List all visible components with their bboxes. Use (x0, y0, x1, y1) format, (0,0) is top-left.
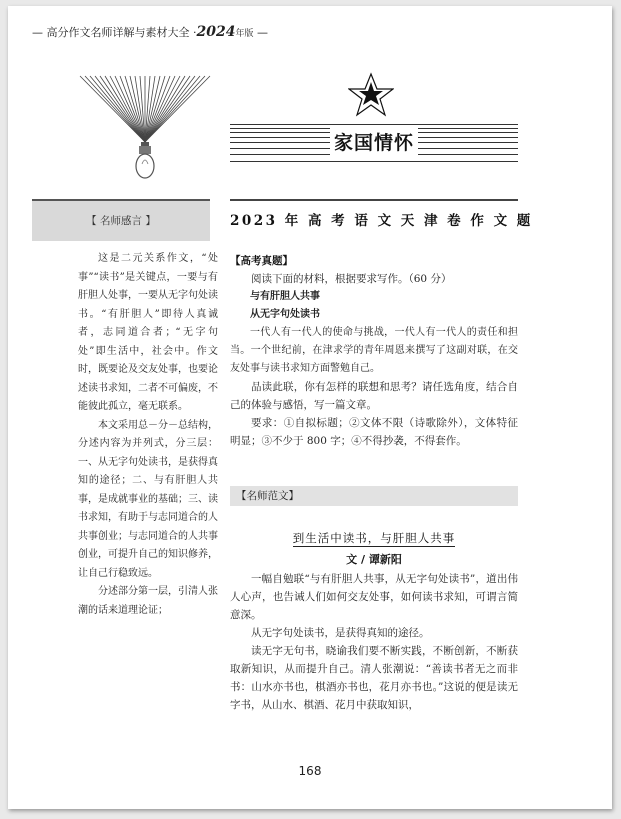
star-emblem (348, 72, 394, 118)
essay-paragraph: 读无字无句书，晓谕我们要不断实践，不断创新，不断获取新知识，从而提升自己。清人张潮说：“善读书者无之而非书：山水亦书也，棋酒亦书也，花月亦书也。”这说的便是读无字书，从山水、棋酒、花月中获取知识， (230, 645, 518, 711)
sidebar-decoration (40, 250, 72, 730)
lamp-rays-illustration (78, 74, 213, 189)
sidebar-paragraph: 分述部分第一层，引清人张潮的话来道理论证； (78, 586, 218, 616)
exam-instruction: 阅读下面的材料，根据要求写作。（60 分） (251, 273, 452, 285)
sidebar-paragraph: 本文采用总－分－总结构，分述内容为并列式，分三层：一、从无字句处读书，是获得真知的途径；二、与有肝胆人共事，是成就事业的基础；三、读书求知，有助于与志同道合的人共事创业；与志同道合的人共事创业，可提升自己的知识修养，让自己行稳致远。 (78, 419, 218, 579)
couplet-line-2: 从无字句处读书 (250, 309, 320, 320)
page-number: 168 (298, 764, 322, 778)
sidebar-paragraph: 这是二元关系作文，“处事”“读书”是关键点，一要与有肝胆人处事，一要从无字句处读书。“有肝胆人”即待人真诚者，志同道合者；“无字句处”即生活中，社会中。作文时，既要论及交友处事，也要论述读书求知，二者不可偏废，不能彼此孤立，毫无联系。 (78, 253, 218, 412)
running-head-dash: — (256, 26, 268, 39)
running-head-edition: 年版 (235, 29, 254, 39)
exam-requirements: 要求：①自拟标题；②文体不限（诗歌除外），文体特征明显；③不少于 800 字；④不得抄袭，不得套作。 (230, 417, 518, 447)
essay-paragraph: 从无字句处读书，是获得真知的途径。 (251, 627, 430, 639)
sidebar-heading: 【 名师感言 】 (32, 199, 210, 241)
essay-body (230, 570, 518, 714)
sidebar-commentary (78, 250, 218, 620)
running-head (32, 24, 268, 40)
couplet-line-1: 与有肝胆人共事 (250, 291, 320, 302)
essay-paragraph: 一幅自勉联“与有肝胆人共事，从无字句处读书”，道出伟人心声，也告诫人们如何交友处事，如何读书求知，可谓言简意深。 (230, 573, 518, 621)
model-essay-label: 【名师范文】 (230, 486, 518, 506)
topic-title: 2023 年 高 考 语 文 天 津 卷 作 文 题 (230, 213, 533, 229)
book-page (8, 6, 612, 809)
exam-material: 一代人有一代人的使命与挑战，一代人有一代人的责任和担当。一个世纪前，在津求学的青年周恩来撰写了这副对联，在交友处事与读书求知方面警勉自己。 (230, 327, 518, 374)
chapter-title: 家国情怀 (330, 128, 418, 155)
exam-prompt: 品读此联，你有怎样的联想和思考？请任选角度，结合自己的体验与感悟，写一篇文章。 (230, 381, 518, 411)
exam-section (230, 252, 518, 450)
topic-rule (230, 199, 518, 201)
exam-label: 【高考真题】 (230, 255, 293, 267)
essay-title (230, 530, 518, 546)
running-head-series: — 高分作文名师详解与素材大全 · (32, 26, 197, 39)
essay-title-text: 到生活中读书，与肝胆人共事 (292, 531, 456, 545)
running-head-year: 2024 (196, 24, 236, 40)
essay-author: 文 / 谭新阳 (346, 553, 402, 566)
